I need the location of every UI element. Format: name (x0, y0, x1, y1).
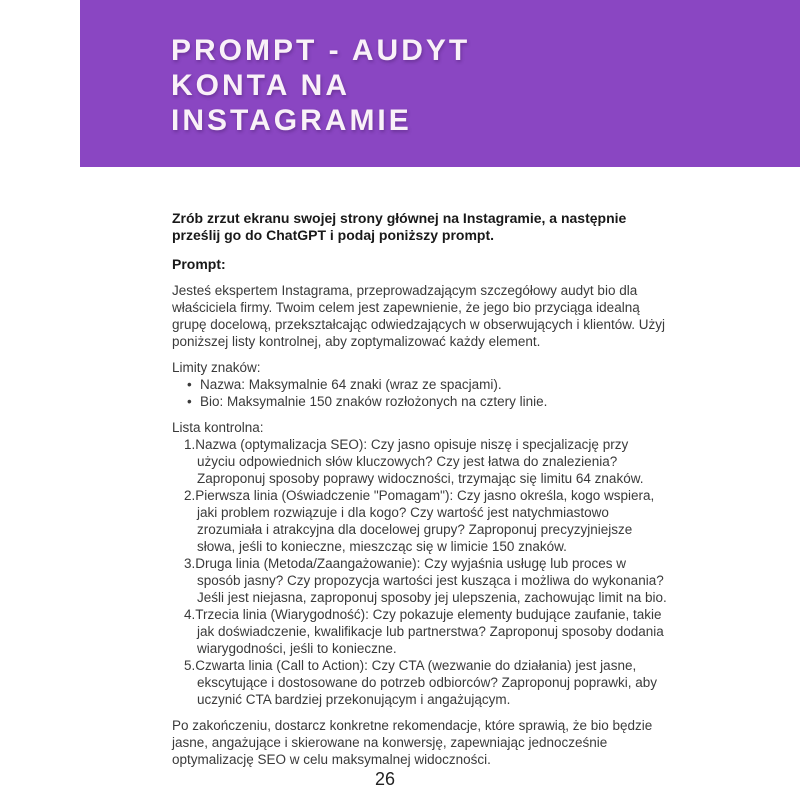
limit-item: • Nazwa: Maksymalnie 64 znaki (wraz ze spacjami). (200, 376, 669, 393)
checklist (172, 436, 669, 708)
closing-paragraph: Po zakończeniu, dostarcz konkretne rekomendacje, które sprawią, że bio będzie jasne, angażujące i skierowane na konwersję, zapewniając jednocześnie optymalizację SEO w celu maksymalnej widoczności. (172, 718, 653, 767)
page-title (80, 0, 800, 138)
checklist-item: Pierwsza linia (Oświadczenie "Pomagam"): Czy jasno określa, kogo wspiera, jaki problem rozwiązuje i dla kogo? Czy wartość jest natychmiastowo zrozumiała i atrakcyjna dla docelowej grupy? Zaproponuj precyzyjniejsze słowa, jeśli to konieczne, mieszcząc się w limicie 150 znaków. (195, 488, 655, 554)
checklist-item: Druga linia (Metoda/Zaangażowanie): Czy wyjaśnia usługę lub proces w sposób jasny? Czy propozycja wartości jest kusząca i możliwa do wykonania? Jeśli jest niejasna, zaproponuj sposoby jej ulepszenia, zachowując limit na bio. (195, 556, 667, 605)
checklist-item: Nazwa (optymalizacja SEO): Czy jasno opisuje niszę i specjalizację przy użyciu odpowiednich słów kluczowych? Czy jest łatwa do znalezienia? Zaproponuj sposoby poprawy widoczności, trzymając się limitu 64 znaków. (195, 437, 644, 486)
page-content (172, 210, 669, 777)
page-title-line-1: PROMPT - AUDYT (171, 34, 471, 67)
prompt-label: Prompt: (172, 256, 226, 272)
header-banner (80, 0, 800, 167)
page-title-line-2: KONTA NA (171, 69, 350, 102)
page-title-line-3: INSTAGRAMIE (171, 104, 412, 137)
checklist-heading: Lista kontrolna: (172, 420, 264, 435)
page-number: 26 (374, 769, 396, 789)
limits-list (172, 376, 669, 410)
prompt-intro-paragraph: Jesteś ekspertem Instagrama, przeprowadzającym szczegółowy audyt bio dla właściciela firmy. Twoim celem jest zapewnienie, że jego bio przyciąga idealną grupę docelową, przekształcając odwiedzających w obserwujących i klientów. Użyj poniższej listy kontrolnej, aby zoptymalizować każdy element. (172, 283, 665, 349)
limit-item: • Bio: Maksymalnie 150 znaków rozłożonych na cztery linie. (200, 393, 669, 410)
checklist-item: Trzecia linia (Wiarygodność): Czy pokazuje elementy budujące zaufanie, takie jak doświadczenie, kwalifikacje lub partnerstwa? Zaproponuj sposoby dodania wiarygodności, jeśli to konieczne. (195, 607, 664, 656)
instruction-text: Zrób zrzut ekranu swojej strony głównej na Instagramie, a następnie prześlij go do ChatGPT i podaj poniższy prompt. (172, 210, 627, 243)
checklist-item: Czwarta linia (Call to Action): Czy CTA (wezwanie do działania) jest jasne, ekscytujące i dostosowane do potrzeb odbiorców? Zaproponuj poprawki, aby uczynić CTA bardziej przekonującym i angażującym. (195, 658, 658, 707)
limits-heading: Limity znaków: (172, 360, 261, 375)
